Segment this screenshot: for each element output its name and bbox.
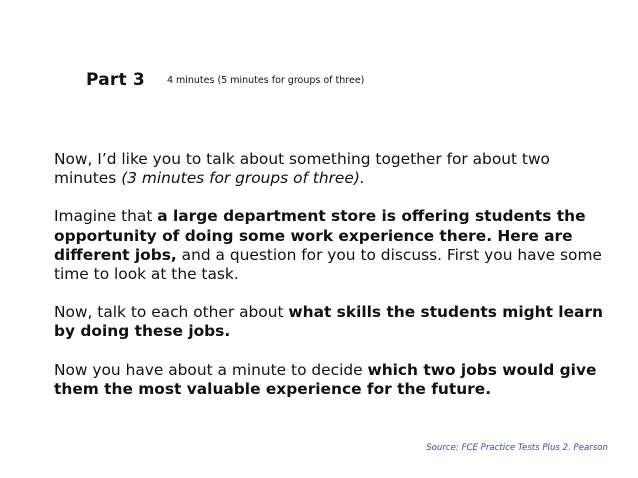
- text-segment: Imagine that: [54, 207, 158, 226]
- italic-segment: (3 minutes for groups of three).: [121, 169, 365, 188]
- text-segment: Now, talk to each other about: [54, 303, 289, 322]
- instruction-paragraph-3: [54, 303, 614, 341]
- instruction-paragraph-2: [54, 207, 614, 284]
- instruction-paragraph-1: [54, 150, 614, 188]
- instruction-paragraph-4: [54, 361, 614, 399]
- part-timing: 4 minutes (5 minutes for groups of three): [166, 75, 365, 86]
- instructions-body: [54, 150, 614, 418]
- text-segment: and a question for you to discuss. First you have some time to look at the task.: [54, 245, 602, 284]
- bold-segment: what skills the students might learn by doing these jobs.: [54, 303, 603, 341]
- text-segment: Now, I’d like you to talk about something together for about two minutes: [54, 150, 550, 188]
- part-header: [86, 70, 364, 90]
- text-segment: Now you have about a minute to decide: [54, 360, 368, 379]
- source-citation: Source: FCE Practice Tests Plus 2. Pearson: [426, 443, 608, 453]
- bold-segment: a large department store is offering students the opportunity of doing some work experience there. Here are different jobs,: [54, 207, 586, 264]
- part-title: Part 3: [86, 70, 145, 90]
- bold-segment: which two jobs would give them the most valuable experience for the future.: [54, 360, 597, 398]
